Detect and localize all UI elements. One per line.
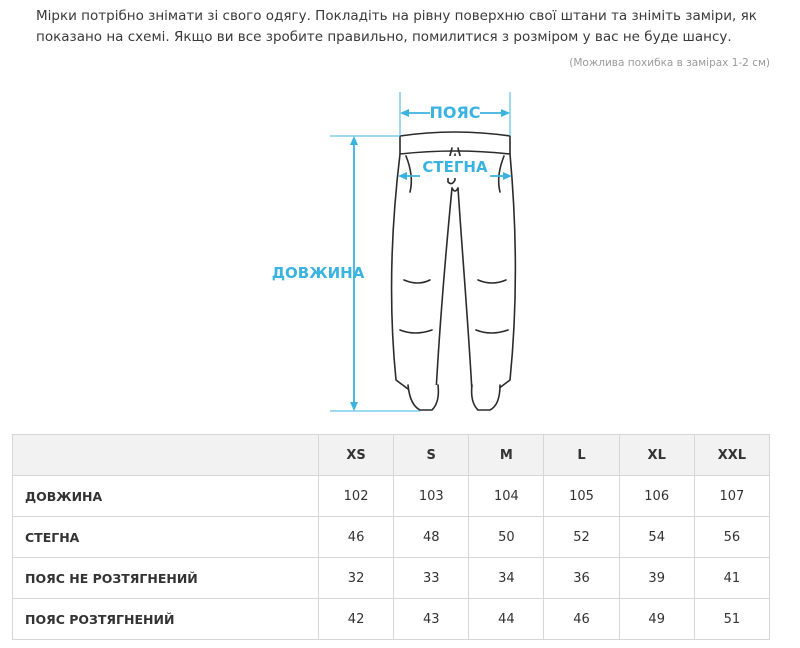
measurement-tolerance-note: (Можлива похибка в замірах 1-2 см) [569,57,770,69]
table-cell: 105 [544,476,619,517]
table-cell: 49 [619,599,694,640]
size-header: XL [619,435,694,476]
table-cell: 52 [544,517,619,558]
table-row [13,558,770,599]
table-corner-cell [13,435,319,476]
hips-label: СТЕГНА [422,158,488,176]
row-label: СТЕГНА [13,517,319,558]
table-cell: 54 [619,517,694,558]
size-chart-table [12,434,770,640]
table-cell: 56 [694,517,769,558]
table-cell: 34 [469,558,544,599]
table-cell: 44 [469,599,544,640]
table-cell: 106 [619,476,694,517]
table-cell: 102 [319,476,394,517]
table-header-row [13,435,770,476]
size-header: L [544,435,619,476]
row-label: ПОЯС НЕ РОЗТЯГНЕНИЙ [13,558,319,599]
row-label: ДОВЖИНА [13,476,319,517]
intro-line-1: Мірки потрібно знімати зі свого одягу. Покладіть на рівну поверхню свої штани та зніміть заміри, як [36,8,757,24]
table-row [13,517,770,558]
row-label: ПОЯС РОЗТЯГНЕНИЙ [13,599,319,640]
table-cell: 51 [694,599,769,640]
intro-line-2: показано на схемі. Якщо ви все зробите правильно, помилитися з розміром у вас не буде шансу. [36,29,732,45]
table-cell: 42 [319,599,394,640]
table-cell: 36 [544,558,619,599]
size-header: M [469,435,544,476]
table-cell: 46 [319,517,394,558]
table-row [13,476,770,517]
table-cell: 103 [394,476,469,517]
size-header: S [394,435,469,476]
size-header: XXL [694,435,769,476]
size-header: XS [319,435,394,476]
table-cell: 32 [319,558,394,599]
table-cell: 43 [394,599,469,640]
table-cell: 50 [469,517,544,558]
table-cell: 41 [694,558,769,599]
intro-text [36,6,776,48]
table-cell: 48 [394,517,469,558]
table-row [13,599,770,640]
table-cell: 107 [694,476,769,517]
table-cell: 104 [469,476,544,517]
length-label: ДОВЖИНА [271,264,365,282]
waist-label: ПОЯС [429,103,481,122]
pants-measurement-diagram [0,80,800,430]
table-cell: 33 [394,558,469,599]
table-cell: 39 [619,558,694,599]
table-cell: 46 [544,599,619,640]
